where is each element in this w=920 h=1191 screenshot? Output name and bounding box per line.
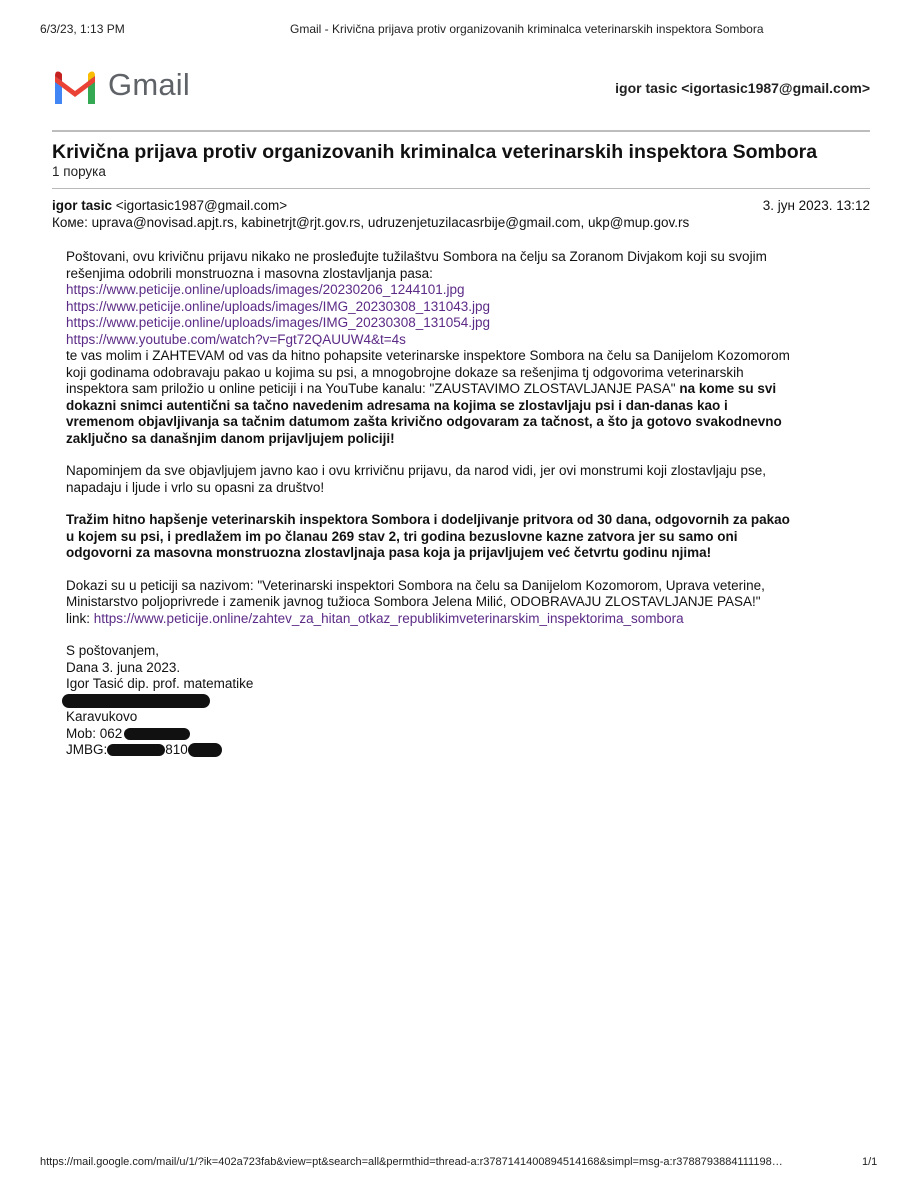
page-number: 1/1	[862, 1156, 878, 1168]
body-text: inspektora sam priložio u online peticiji i na YouTube kanalu: "ZAUSTAVIMO ZLOSTAVLJANJE PASA"	[66, 381, 676, 396]
body-line: Ministarstvo poljoprivrede i zamenik javnog tužioca Sombora Jelena Milić, ODOBRAVAJU ZLOSTAVLJANJE PASA!"	[66, 594, 761, 609]
redaction-mark	[124, 728, 190, 740]
paragraph-1	[66, 249, 866, 447]
body-line: koji godinama odobravaju pakao u kojima su psi, a mnogobrojne dokaze sa rešenjima tj odgovorima veterinarskih	[66, 364, 744, 380]
sig-line	[66, 742, 866, 759]
link-label: link:	[66, 610, 91, 626]
header-divider	[52, 130, 870, 132]
redaction-mark	[62, 694, 210, 708]
mobile-label: Mob: 062	[66, 725, 123, 741]
body-bold-text: na kome su svi	[679, 381, 777, 396]
sender-email: <igortasic1987@gmail.com>	[115, 198, 288, 213]
body-bold-line: Tražim hitno hapšenje veterinarskih inspektora Sombora i dodeljivanje pritvora od 30 dana, odgovornih za pakao	[66, 512, 790, 527]
print-title: Gmail - Krivična prijava protiv organizovanih kriminalca veterinarskih inspektora Sombora	[290, 22, 764, 36]
body-line: rešenjima odobrili monstruozna i masovna zlostavljanja pasa:	[66, 265, 433, 281]
body-bold-line: vremenom objavljivanja sa tačnim datumom zašta krivično odgovaram za tačnost, a što ja gotovo svakodnevno	[66, 414, 782, 429]
body-bold-line: dokazni snimci autentični sa tačno navedenim adresama na kojima se zlostavljaju psi i dan-danas kao i	[66, 397, 728, 413]
message-recipients: Коме: uprava@novisad.apjt.rs, kabinetrjt@rjt.gov.rs, udruzenjetuzilacasrbije@gmail.com, ukp@mup.gov.rs	[52, 215, 690, 230]
sig-line	[66, 726, 866, 743]
petition-link[interactable]: https://www.peticije.online/zahtev_za_hitan_otkaz_republikimveterinarskim_inspektorima_sombora	[93, 610, 684, 626]
message-from	[52, 198, 870, 213]
body-line: Poštovani, ovu krivičnu prijavu nikako ne prosleđujte tužilaštvu Sombora na čelju sa Zoranom Divjakom koji su svojim	[66, 249, 767, 264]
message-divider	[52, 188, 870, 189]
message-count: 1 порука	[52, 164, 106, 179]
image-link-3[interactable]: https://www.peticije.online/uploads/images/IMG_20230308_131054.jpg	[66, 315, 491, 330]
header	[52, 62, 870, 114]
body-line	[66, 381, 866, 398]
sig-line: S poštovanjem,	[66, 643, 160, 658]
body-line: napadaju i ljude i vrlo su opasni za društvo!	[66, 479, 325, 495]
image-link-2[interactable]: https://www.peticije.online/uploads/images/IMG_20230308_131043.jpg	[66, 298, 491, 314]
youtube-link[interactable]: https://www.youtube.com/watch?v=Fgt72QAUUW4&t=4s	[66, 331, 406, 347]
signature	[66, 643, 866, 759]
sig-redacted-line	[66, 693, 866, 710]
jmbg-partial: 810	[165, 742, 188, 757]
body-bold-line: zaključno sa današnjim danom prijavljujem policiji!	[66, 430, 395, 446]
body-bold-line: u kojem su psi, i predlažem im po članau 269 stav 2, tri godina bezuslovne kazne zatvora jer su samo oni	[66, 528, 738, 544]
message-body	[66, 249, 866, 759]
sig-line: Dana 3. juna 2023.	[66, 659, 181, 675]
body-line	[66, 611, 866, 628]
paragraph-2	[66, 463, 866, 496]
message-date: 3. јун 2023. 13:12	[762, 198, 870, 213]
sender-name: igor tasic	[52, 198, 113, 213]
gmail-wordmark: Gmail	[108, 67, 190, 102]
print-datetime: 6/3/23, 1:13 PM	[40, 22, 125, 36]
jmbg-label: JMBG:	[66, 742, 108, 757]
image-link-1[interactable]: https://www.peticije.online/uploads/images/20230206_1244101.jpg	[66, 282, 465, 297]
sig-line: Karavukovo	[66, 709, 138, 724]
body-bold-line: odgovorni za masovna monstruozna zlostavljnaja pasa koja ja prijavljujem već četvrtu godinu njima!	[66, 545, 712, 560]
thread-subject: Krivična prijava protiv organizovanih kriminalca veterinarskih inspektora Sombora	[52, 141, 818, 163]
account-email: igor tasic <igortasic1987@gmail.com>	[615, 80, 870, 96]
redaction-mark	[188, 743, 222, 757]
body-line: Dokazi su u peticiji sa nazivom: "Veterinarski inspektori Sombora na čelu sa Danijelom Kozomorom, Uprava veterine,	[66, 577, 765, 593]
body-line: Napominjem da sve objavljujem javno kao i ovu krrivičnu prijavu, da narod vidi, jer ovi monstrumi koji zlostavljaju pse,	[66, 463, 767, 478]
paragraph-3	[66, 512, 866, 562]
paragraph-4	[66, 578, 866, 628]
body-line: te vas molim i ZAHTEVAM od vas da hitno pohapsite veterinarske inspektore Sombora na čelu sa Danijelom Kozomorom	[66, 348, 790, 363]
print-url: https://mail.google.com/mail/u/1/?ik=402a723fab&view=pt&search=all&permthid=thread-a:r3787141400894514168&simpl=msg-a:r3788793884111198…	[40, 1156, 783, 1168]
sig-line: Igor Tasić dip. prof. matematike	[66, 676, 254, 691]
gmail-logo-icon	[52, 70, 98, 104]
redaction-mark	[107, 744, 165, 756]
